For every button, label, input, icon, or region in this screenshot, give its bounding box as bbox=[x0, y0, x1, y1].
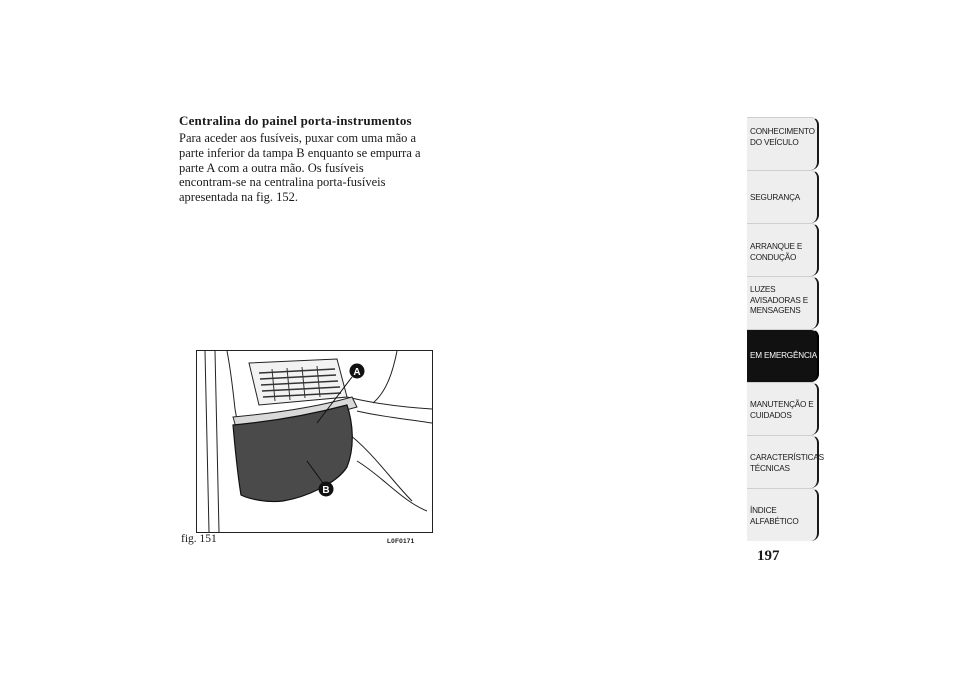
tab-label bbox=[750, 285, 814, 317]
page-number: 197 bbox=[757, 548, 780, 564]
tab-label bbox=[750, 180, 814, 204]
chapter-tabs bbox=[747, 117, 824, 541]
paragraph-line: Para aceder aos fusíveis, puxar com uma mão a bbox=[179, 131, 417, 145]
tab-label-line: ARRANQUE E bbox=[750, 242, 803, 251]
tab-label-line: SEGURANÇA bbox=[750, 193, 801, 202]
tab-label-line: MANUTENÇÃO E bbox=[750, 400, 814, 409]
tab-label bbox=[750, 233, 814, 263]
tab-label-line: CUIDADOS bbox=[750, 410, 792, 420]
body-paragraph bbox=[179, 131, 454, 205]
callout-a-label: A bbox=[353, 367, 361, 378]
paragraph-line: apresentada na fig. 152. bbox=[179, 190, 299, 205]
tab-label bbox=[750, 339, 818, 362]
tab-label bbox=[750, 127, 814, 148]
paragraph-line: encontram-se na centralina porta-fusíveis bbox=[179, 175, 386, 190]
tab-luzes-avisadoras[interactable] bbox=[747, 276, 819, 329]
tab-label-line: EM EMERGÊNCIA bbox=[750, 351, 818, 360]
tab-manutencao-e-cuidados[interactable] bbox=[747, 382, 819, 435]
tab-label-line: ÍNDICE bbox=[750, 506, 777, 515]
tab-label-line: CONHECIMENTO bbox=[750, 127, 815, 136]
tab-label-line: ALFABÉTICO bbox=[750, 516, 799, 526]
tab-label bbox=[750, 392, 814, 421]
tab-arranque-e-conducao[interactable] bbox=[747, 223, 819, 276]
tab-label-line: MENSAGENS bbox=[750, 306, 801, 315]
tab-label-line: DO VEÍCULO bbox=[750, 137, 799, 147]
tab-label-line: LUZES bbox=[750, 285, 776, 294]
tab-label-line: CARACTERÍSTICAS bbox=[750, 453, 824, 462]
tab-label-line: CONDUÇÃO bbox=[750, 252, 797, 262]
tab-label-line: AVISADORAS E bbox=[750, 295, 808, 305]
dashboard-illustration bbox=[197, 351, 432, 532]
tab-label bbox=[750, 445, 824, 474]
tab-label-line: TÉCNICAS bbox=[750, 463, 790, 473]
tab-em-emergencia[interactable] bbox=[747, 329, 819, 382]
tab-caracteristicas-tecnicas[interactable] bbox=[747, 435, 824, 488]
paragraph-line: parte A com a outra mão. Os fusíveis bbox=[179, 160, 364, 175]
tab-indice-alfabetico[interactable] bbox=[747, 488, 819, 541]
paragraph-line: parte inferior da tampa B enquanto se empurra a bbox=[179, 145, 421, 160]
tab-label bbox=[750, 498, 814, 527]
callout-b-label: B bbox=[322, 485, 330, 496]
tab-conhecimento-do-veiculo[interactable] bbox=[747, 117, 819, 170]
figure-code: L0F0171 bbox=[387, 538, 415, 545]
tab-seguranca[interactable] bbox=[747, 170, 819, 223]
section-heading: Centralina do painel porta-instrumentos bbox=[179, 113, 412, 128]
figure-caption: fig. 151 bbox=[181, 533, 217, 545]
figure-fuse-cover-illustration bbox=[196, 350, 433, 533]
